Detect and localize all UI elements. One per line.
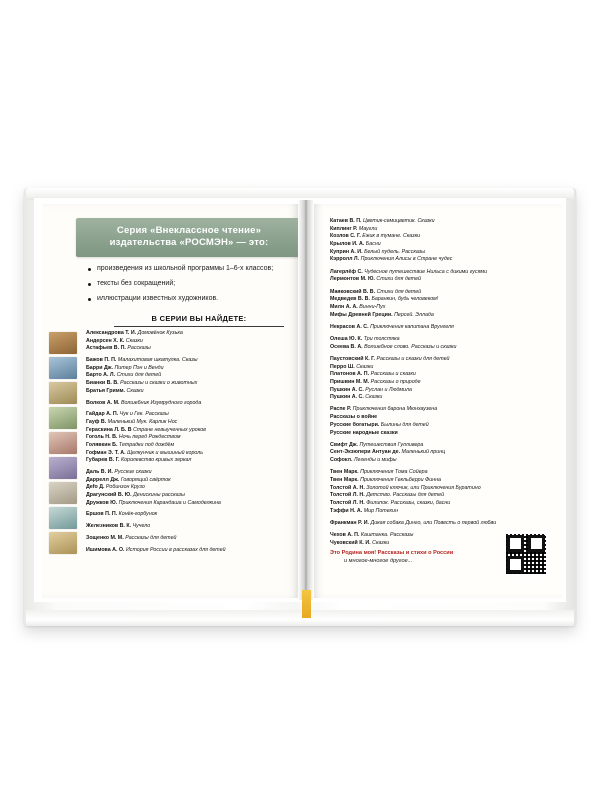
list-item: Перро Ш. Сказки (330, 363, 374, 370)
thumbnail (49, 482, 77, 504)
series-banner (76, 218, 298, 257)
list-item: Пушкин А. С. Руслан и Людмила (330, 386, 412, 393)
thumbnail (49, 332, 77, 354)
list-item: Дefo Д. Робинзон Крузо (86, 484, 145, 491)
qr-code-icon (504, 532, 548, 576)
list-item: Ершов П. П. Конёк-горбунок (86, 511, 158, 518)
list-item: тексты без сокращений; (88, 279, 288, 290)
list-item: Дружков Ю. Приключения Карандаша и Самоделкина (86, 499, 221, 506)
book-gutter (298, 200, 314, 600)
list-item: Пушкин А. С. Сказки (330, 394, 383, 401)
list-item: Катаев В. П. Цветик-семицветик. Сказки (330, 218, 435, 224)
list-item: Козлов С. Г. Ёжик в тумане. Сказки (330, 233, 421, 240)
list-item: Лагерлёф С. Чудесное путешествие Нильса с дикими гусями (330, 268, 488, 275)
list-item: Барто А. Л. Стихи для детей (86, 372, 162, 379)
list-item: Толстой А. Н. Золотой ключик, или Приключения Буратино (330, 484, 481, 491)
list-item: Маяковский В. В. Стихи для детей (330, 288, 422, 295)
list-item: Бианки В. В. Рассказы и сказки о животных (86, 380, 198, 387)
list-item: Распе Р. Приключения барона Мюнхаузена (330, 406, 438, 413)
list-item: Пришвин М. М. Рассказы о природе (330, 378, 421, 385)
list-item: Железников В. К. Чучело (86, 523, 151, 530)
book-cover-thumbnail-strip (49, 332, 79, 557)
list-item: Милн А. А. Винни-Пух (330, 303, 386, 310)
list-item: Бажов П. П. Малахитовая шкатулка. Сказы (86, 357, 198, 364)
list-item: Гайдар А. П. Чук и Гек. Рассказы (86, 411, 169, 418)
list-item: Волков А. М. Волшебник Изумрудного города (86, 399, 202, 406)
series-features-list (88, 264, 288, 309)
list-item: Братья Гримм. Сказки (86, 387, 144, 394)
list-item: Осеева В. А. Волшебное слово. Рассказы и сказки (330, 343, 457, 350)
page-block (34, 198, 566, 602)
right-page-book-list (330, 218, 545, 556)
list-item: Барри Дж. Питер Пэн и Венди (86, 364, 164, 371)
thumbnail (49, 507, 77, 529)
series-banner-line-2: издательства «РОСМЭН» — это: (109, 237, 269, 248)
thumbnail (49, 382, 77, 404)
thumbnail (49, 432, 77, 454)
thumbnail (49, 457, 77, 479)
cover-bottom-edge (26, 610, 574, 626)
list-item: Твен Марк. Приключения Гекльберри Финна (330, 476, 441, 483)
list-item: Толстой Л. Н. Филипок. Рассказы, сказки, басни (330, 500, 451, 506)
list-item: произведения из школьной программы 1–6-х классов; (88, 264, 288, 275)
list-item: Франкман Р. И. Дикая собака Динго, или Повесть о первой любви (330, 519, 497, 526)
section-title: В СЕРИИ ВЫ НАЙДЕТЕ: (151, 314, 247, 323)
list-item: Драгунский В. Ю. Денискины рассказы (86, 492, 185, 499)
list-item: Чехов А. П. Каштанка. Рассказы (330, 532, 414, 539)
footer-note: и многое-многое другое... (344, 558, 413, 564)
list-item: Сент-Экзюпери Антуан де. Маленький принц (330, 449, 446, 456)
list-item: Твен Марк. Приключения Тома Сойера (330, 469, 428, 476)
list-item: Гераскина Л. Б. В Стране невыученных уроков (86, 426, 206, 433)
list-item: Олеша Ю. К. Три толстяка (330, 335, 400, 342)
list-item: Тэффи Н. А. Мир Потехин (330, 507, 398, 514)
open-book (24, 188, 576, 626)
thumbnail (49, 357, 77, 379)
list-item: Губарев В. Г. Королевство кривых зеркал (86, 457, 192, 464)
list-item: Медведев В. В. Баранкин, будь человеком! (330, 296, 439, 303)
list-item: Гауф В. Маленький Мук. Карлик Нос (86, 418, 178, 425)
list-item: Андерсен Х. К. Сказки (86, 337, 143, 344)
list-item: Гофман Э. Т. А. Щелкунчик и мышиный король (86, 449, 204, 456)
list-item: Лермонтов М. Ю. Стихи для детей (330, 276, 421, 283)
list-item: Гоголь Н. В. Ночь перед Рождеством (86, 434, 181, 441)
list-item: Ишимова А. О. История России в рассказах для детей (86, 546, 226, 553)
list-item: иллюстрации известных художников. (88, 294, 288, 305)
list-item: Даррелл Дж. Говорящий свёрток (86, 476, 171, 483)
list-item: Некрасов А. С. Приключения капитана Врунгеля (330, 323, 454, 330)
list-item: Софокл. Легенды и мифы (330, 457, 397, 464)
list-item: Крылов И. А. Басни (330, 241, 381, 248)
list-item: Платонов А. П. Рассказы и сказки (330, 371, 416, 378)
list-item: Киплинг Р. Маугли (330, 225, 378, 232)
divider (114, 326, 284, 327)
section-title-wrapper (114, 314, 284, 327)
left-page-book-list (86, 330, 292, 554)
list-item: Чуковский К. И. Сказки (330, 539, 390, 546)
series-banner-line-1: Серия «Внеклассное чтение» (116, 225, 262, 236)
bookmark-ribbon (302, 590, 311, 618)
list-item: Кэрролл Л. Приключения Алисы в Стране чудес (330, 256, 453, 263)
list-item: Мифы Древней Греции. Персей. Эллада (330, 311, 434, 318)
thumbnail (49, 532, 77, 554)
left-page (42, 204, 298, 598)
list-item: Русские народные сказки (330, 429, 398, 436)
list-item: Даль В. И. Русские сказки (86, 469, 152, 475)
list-item: Астафьев В. П. Рассказы (86, 345, 151, 352)
thumbnail (49, 407, 77, 429)
list-item: Паустовский К. Г. Рассказы и сказки для детей (330, 355, 450, 362)
list-item: Куприн А. И. Белый пудель. Рассказы (330, 248, 426, 255)
list-item: Свифт Дж. Путешествия Гулливера (330, 441, 424, 448)
highlighted-list-item: Это Родина моя! Рассказы и стихи о России (330, 550, 454, 557)
list-item: Толстой Л. Н. Детство. Рассказы для детей (330, 492, 445, 499)
right-page (314, 204, 562, 598)
list-item: Голявкин Б. Тетрадки под дождём (86, 441, 175, 448)
list-item: Зощенко М. М. Рассказы для детей (86, 534, 177, 541)
list-item: Александрова Т. И. Домовёнок Кузька (86, 330, 183, 336)
list-item: Рассказы о войне (330, 414, 378, 421)
list-item: Русские богатыри. Былины для детей (330, 421, 429, 428)
